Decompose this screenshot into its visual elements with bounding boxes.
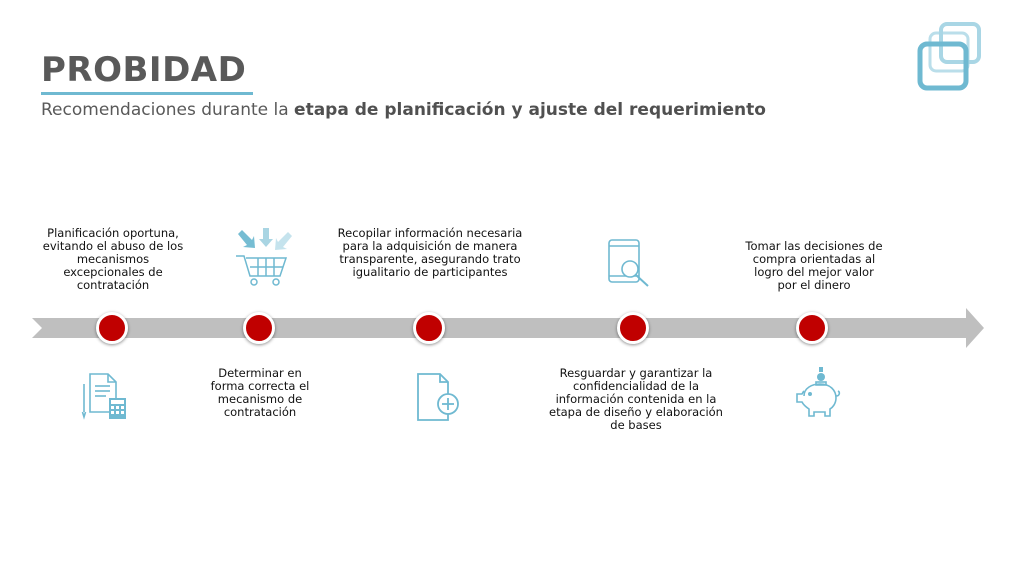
overlapping-squares-logo-icon: [916, 20, 986, 92]
tablet-search-icon: [604, 236, 656, 292]
subtitle-bold: etapa de planificación y ajuste del requerimiento: [294, 100, 766, 120]
piggy-bank-icon: [790, 366, 844, 424]
step-3-text: Recopilar información necesaria para la adquisición de manera transparente, asegurando trato igualitario de participantes: [337, 226, 523, 279]
title-underline: [41, 92, 253, 95]
step-1-text: Planificación oportuna, evitando el abuso de los mecanismos excepcionales de contratación: [42, 226, 184, 292]
timeline-dot-3: [413, 312, 445, 344]
subtitle-prefix: Recomendaciones durante la: [41, 100, 295, 120]
timeline-dot-2: [243, 312, 275, 344]
add-document-icon: [410, 370, 466, 426]
step-4-text: Resguardar y garantizar la confidencialidad de la información contenida en la etapa de diseño y elaboración de bases: [549, 366, 723, 432]
step-5-text: Tomar las decisiones de compra orientadas al logro del mejor valor por el dinero: [745, 239, 883, 292]
timeline-dot-4: [617, 312, 649, 344]
timeline-dot-1: [96, 312, 128, 344]
shopping-cart-icon: [232, 226, 298, 290]
timeline-dot-5: [796, 312, 828, 344]
page-title: PROBIDAD: [41, 50, 247, 90]
timeline-arrow: [0, 300, 1024, 360]
calculator-document-icon: [80, 370, 132, 422]
page-subtitle: [41, 100, 766, 120]
step-2-text: Determinar en forma correcta el mecanismo de contratación: [210, 366, 310, 419]
